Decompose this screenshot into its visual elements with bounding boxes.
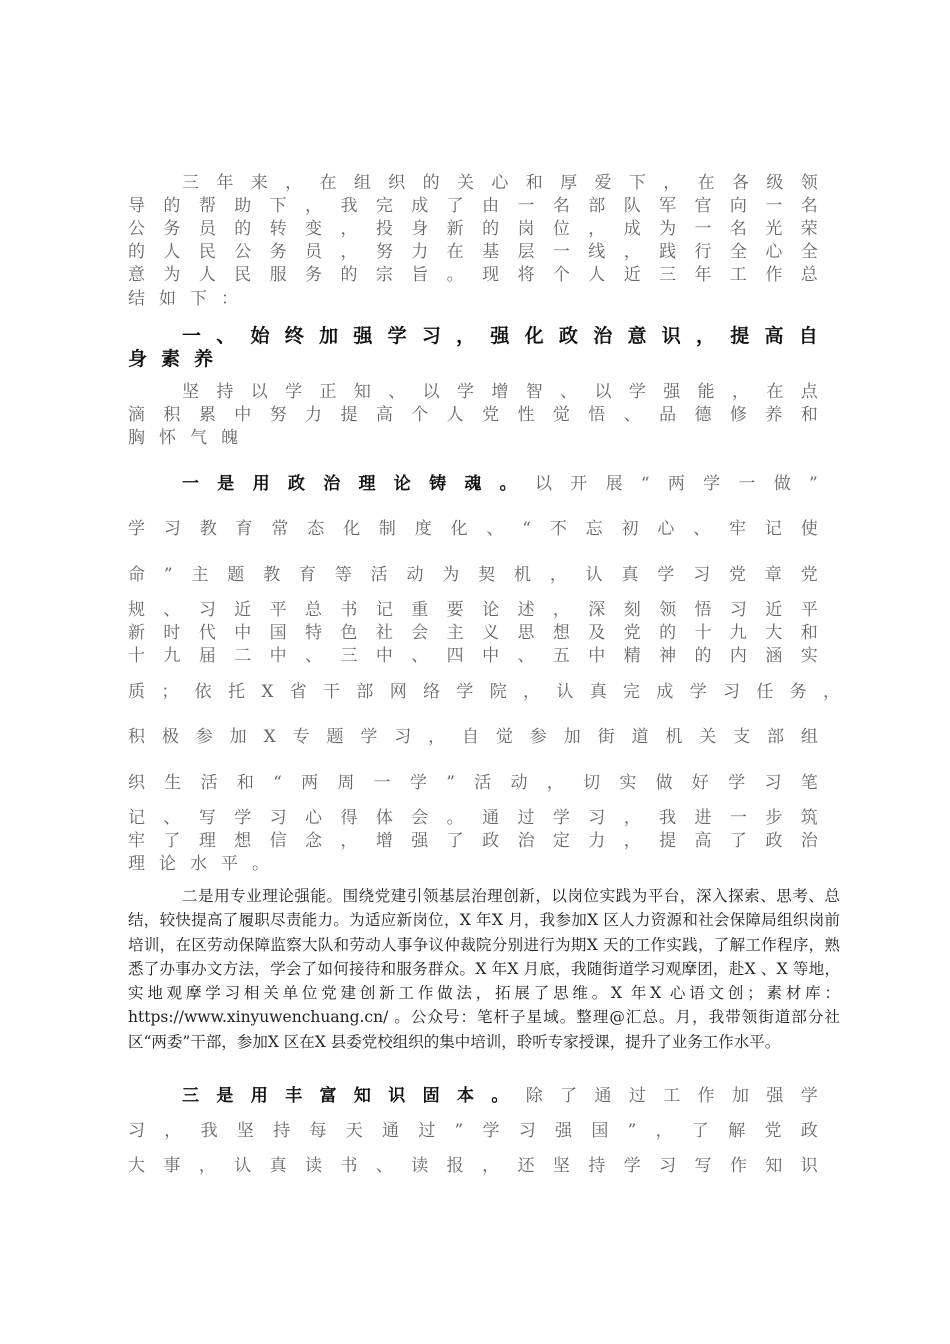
item1-line: 记 、 写 学 习 心 得 体 会 。 通 过 学 习 ， 我 进 一 步 筑: [128, 808, 818, 828]
section-lead-line: 滴 积 累 中 努 力 提 高 个 人 党 性 觉 悟 、 品 德 修 养 和: [128, 405, 818, 425]
intro-line: 导 的 帮 助 下 ， 我 完 成 了 由 一 名 部 队 军 官 向 一 名: [128, 196, 818, 216]
item1-line: 织 生 活 和 “ 两 周 一 学 ” 活 动 ， 切 实 做 好 学 习 笔: [128, 773, 818, 793]
item3-line: 习 ， 我 坚 持 每 天 通 过 ” 学 习 强 国 ” ， 了 解 党 政: [128, 1121, 818, 1141]
item2-paragraph: 二是用专业理论强能。围绕党建引领基层治理创新，以岗位实践为平台，深入探索、思考、总结，较快提高了履职尽责能力。为适应新岗位，X 年X 月，我参加X 区人力资源和社会保障局组织岗前培训，在区劳动保障监察大队和劳动人事争议仲裁院分别进行为期X 天的工作实践，了解工作程序，熟悉了办事办文方法，学会了如何接待和服务群众。X 年X 月底，我随街道学习观摩团，赴X 、X 等地，实地观摩学习相关单位党建创新工作做法，拓展了思维。X 年X 心语文创；素材库：https://www.xinyuwenchuang.cn/ 。公众号：笔杆子星域。整理@汇总。月，我带领街道部分社区“两委”干部，参加X 区在X 县委党校组织的集中培训，聆听专家授课，提升了业务工作水平。: [128, 887, 840, 1051]
item1-line: 新 时 代 中 国 特 色 社 会 主 义 思 想 及 党 的 十 九 大 和: [128, 623, 818, 643]
section-lead-line: 胸 怀 气 魄: [128, 428, 238, 448]
intro-line: 公 务 员 的 转 变 ， 投 身 新 的 岗 位 ， 成 为 一 名 光 荣: [128, 219, 818, 239]
intro-line: 意 为 人 民 服 务 的 宗 旨 。 现 将 个 人 近 三 年 工 作 总: [128, 265, 818, 285]
intro-line: 结 如 下 ：: [128, 289, 238, 309]
item1-line: 规 、 习 近 平 总 书 记 重 要 论 述 ， 深 刻 领 悟 习 近 平: [128, 600, 818, 620]
item1-line: 命 ” 主 题 教 育 等 活 动 为 契 机 ， 认 真 学 习 党 章 党: [128, 565, 818, 585]
item1-first-line: 一 是 用 政 治 理 论 铸 魂 。 以 开 展 “ 两 学 一 做 ”: [182, 474, 818, 494]
item1-line: 牢 了 理 想 信 念 ， 增 强 了 政 治 定 力 ， 提 高 了 政 治: [128, 831, 818, 851]
section-heading: 身 素 养: [128, 348, 214, 370]
item3-first-line: 三 是 用 丰 富 知 识 固 本 。 除 了 通 过 工 作 加 强 学: [182, 1086, 818, 1106]
item1-line: 质 ； 依 托 X 省 干 部 网 络 学 院 ， 认 真 完 成 学 习 任 务 ，: [128, 682, 840, 702]
intro-line: 的 人 民 公 务 员 ， 努 力 在 基 层 一 线 ， 践 行 全 心 全: [128, 242, 818, 262]
intro-line: 三 年 来 ， 在 组 织 的 关 心 和 厚 爱 下 ， 在 各 级 领: [182, 173, 818, 193]
item3-line: 大 事 ， 认 真 读 书 、 读 报 ， 还 坚 持 学 习 写 作 知 识: [128, 1156, 818, 1176]
section-lead-line: 坚 持 以 学 正 知 、 以 学 增 智 、 以 学 强 能 ， 在 点: [182, 382, 818, 402]
item1-line: 学 习 教 育 常 态 化 制 度 化 、 “ 不 忘 初 心 、 牢 记 使: [128, 519, 818, 539]
item1-line: 理 论 水 平 。: [128, 854, 269, 874]
section-heading: 一 、 始 终 加 强 学 习 ， 强 化 政 治 意 识 ， 提 高 自: [182, 325, 818, 347]
item1-line: 积 极 参 加 X 专 题 学 习 ， 自 觉 参 加 街 道 机 关 支 部 组: [128, 727, 818, 747]
item1-line: 十 九 届 二 中 、 三 中 、 四 中 、 五 中 精 神 的 内 涵 实: [128, 646, 818, 666]
